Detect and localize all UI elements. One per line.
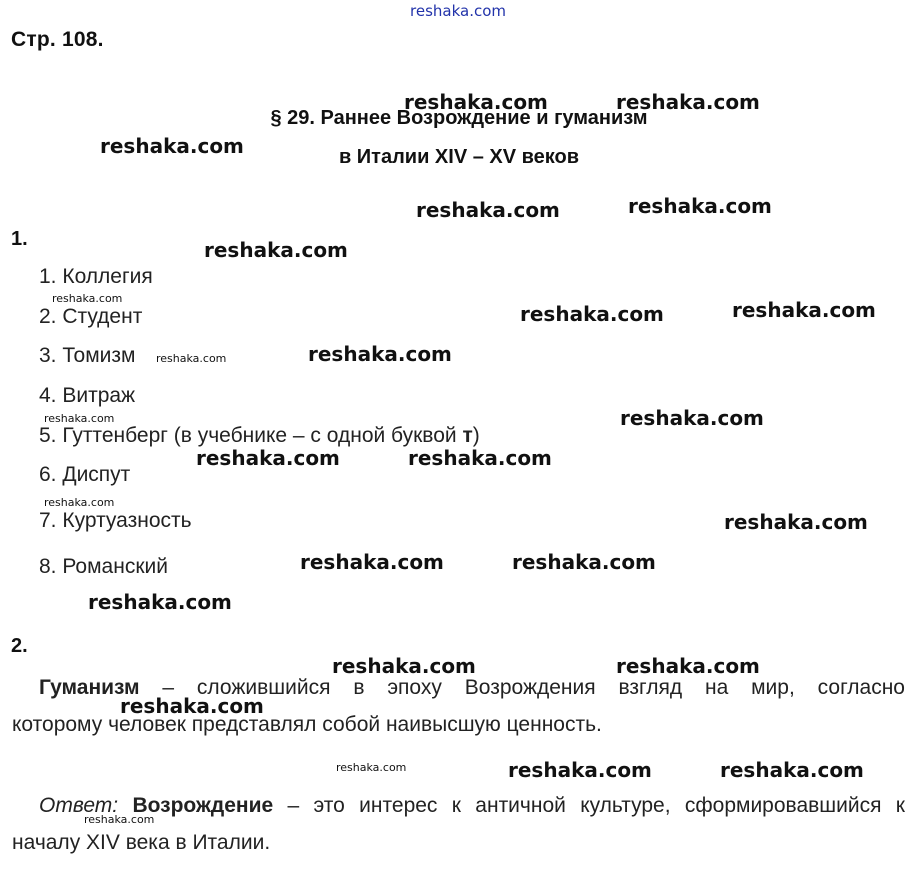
paragraph-line: началу XIV века в Италии. bbox=[12, 831, 271, 854]
watermark: reshaka.com bbox=[724, 510, 868, 534]
list-item: 7. Куртуазность bbox=[39, 509, 192, 532]
watermark: reshaka.com bbox=[616, 90, 760, 114]
definition-text: – сложившийся в эпоху Возрождения взгляд на мир, согласно bbox=[139, 676, 905, 699]
watermark: reshaka.com bbox=[408, 446, 552, 470]
watermark: reshaka.com bbox=[44, 412, 115, 425]
watermark: reshaka.com bbox=[120, 694, 264, 718]
watermark: reshaka.com bbox=[84, 813, 155, 826]
watermark: reshaka.com bbox=[720, 758, 864, 782]
watermark: reshaka.com bbox=[616, 654, 760, 678]
watermark: reshaka.com bbox=[204, 238, 348, 262]
list-item-text: ) bbox=[472, 424, 480, 447]
watermark: reshaka.com bbox=[44, 496, 115, 509]
list-item-text: 5. Гуттенберг (в учебнике – с одной буквой bbox=[39, 424, 463, 447]
watermark: reshaka.com bbox=[156, 352, 227, 365]
watermark: reshaka.com bbox=[628, 194, 772, 218]
watermark: reshaka.com bbox=[100, 134, 244, 158]
list-item: 8. Романский bbox=[39, 555, 168, 578]
page-number: Стр. 108. bbox=[11, 28, 104, 51]
definition-text: – это интерес к античной культуре, сформировавшийся к bbox=[273, 794, 905, 817]
watermark: reshaka.com bbox=[512, 550, 656, 574]
list-item: 4. Витраж bbox=[39, 384, 136, 407]
list-item: 1. Коллегия bbox=[39, 265, 153, 288]
watermark: reshaka.com bbox=[416, 198, 560, 222]
watermark-top: reshaka.com bbox=[410, 2, 506, 20]
section-title: § 29. Раннее Возрождение и гуманизм bbox=[270, 107, 648, 129]
answer-label: Ответ: bbox=[39, 794, 119, 817]
watermark: reshaka.com bbox=[52, 292, 123, 305]
watermark: reshaka.com bbox=[88, 590, 232, 614]
list-item: 6. Диспут bbox=[39, 463, 131, 486]
paragraph-line: которому человек представлял собой наивысшую ценность. bbox=[12, 713, 602, 736]
term: Возрождение bbox=[132, 794, 274, 817]
term: Гуманизм bbox=[39, 676, 140, 699]
watermark: reshaka.com bbox=[300, 550, 444, 574]
list-item: 3. Томизм bbox=[39, 344, 136, 367]
task-2-number: 2. bbox=[11, 635, 28, 657]
watermark: reshaka.com bbox=[508, 758, 652, 782]
watermark: reshaka.com bbox=[404, 90, 548, 114]
list-item-bold: т bbox=[462, 424, 473, 447]
watermark: reshaka.com bbox=[308, 342, 452, 366]
list-item bbox=[39, 424, 480, 448]
watermark: reshaka.com bbox=[732, 298, 876, 322]
watermark: reshaka.com bbox=[332, 654, 476, 678]
list-item: 2. Студент bbox=[39, 305, 143, 328]
task-1-number: 1. bbox=[11, 228, 28, 250]
watermark: reshaka.com bbox=[620, 406, 764, 430]
section-subtitle: в Италии XIV – XV веков bbox=[338, 146, 580, 168]
watermark: reshaka.com bbox=[520, 302, 664, 326]
watermark: reshaka.com bbox=[196, 446, 340, 470]
watermark: reshaka.com bbox=[336, 761, 407, 774]
